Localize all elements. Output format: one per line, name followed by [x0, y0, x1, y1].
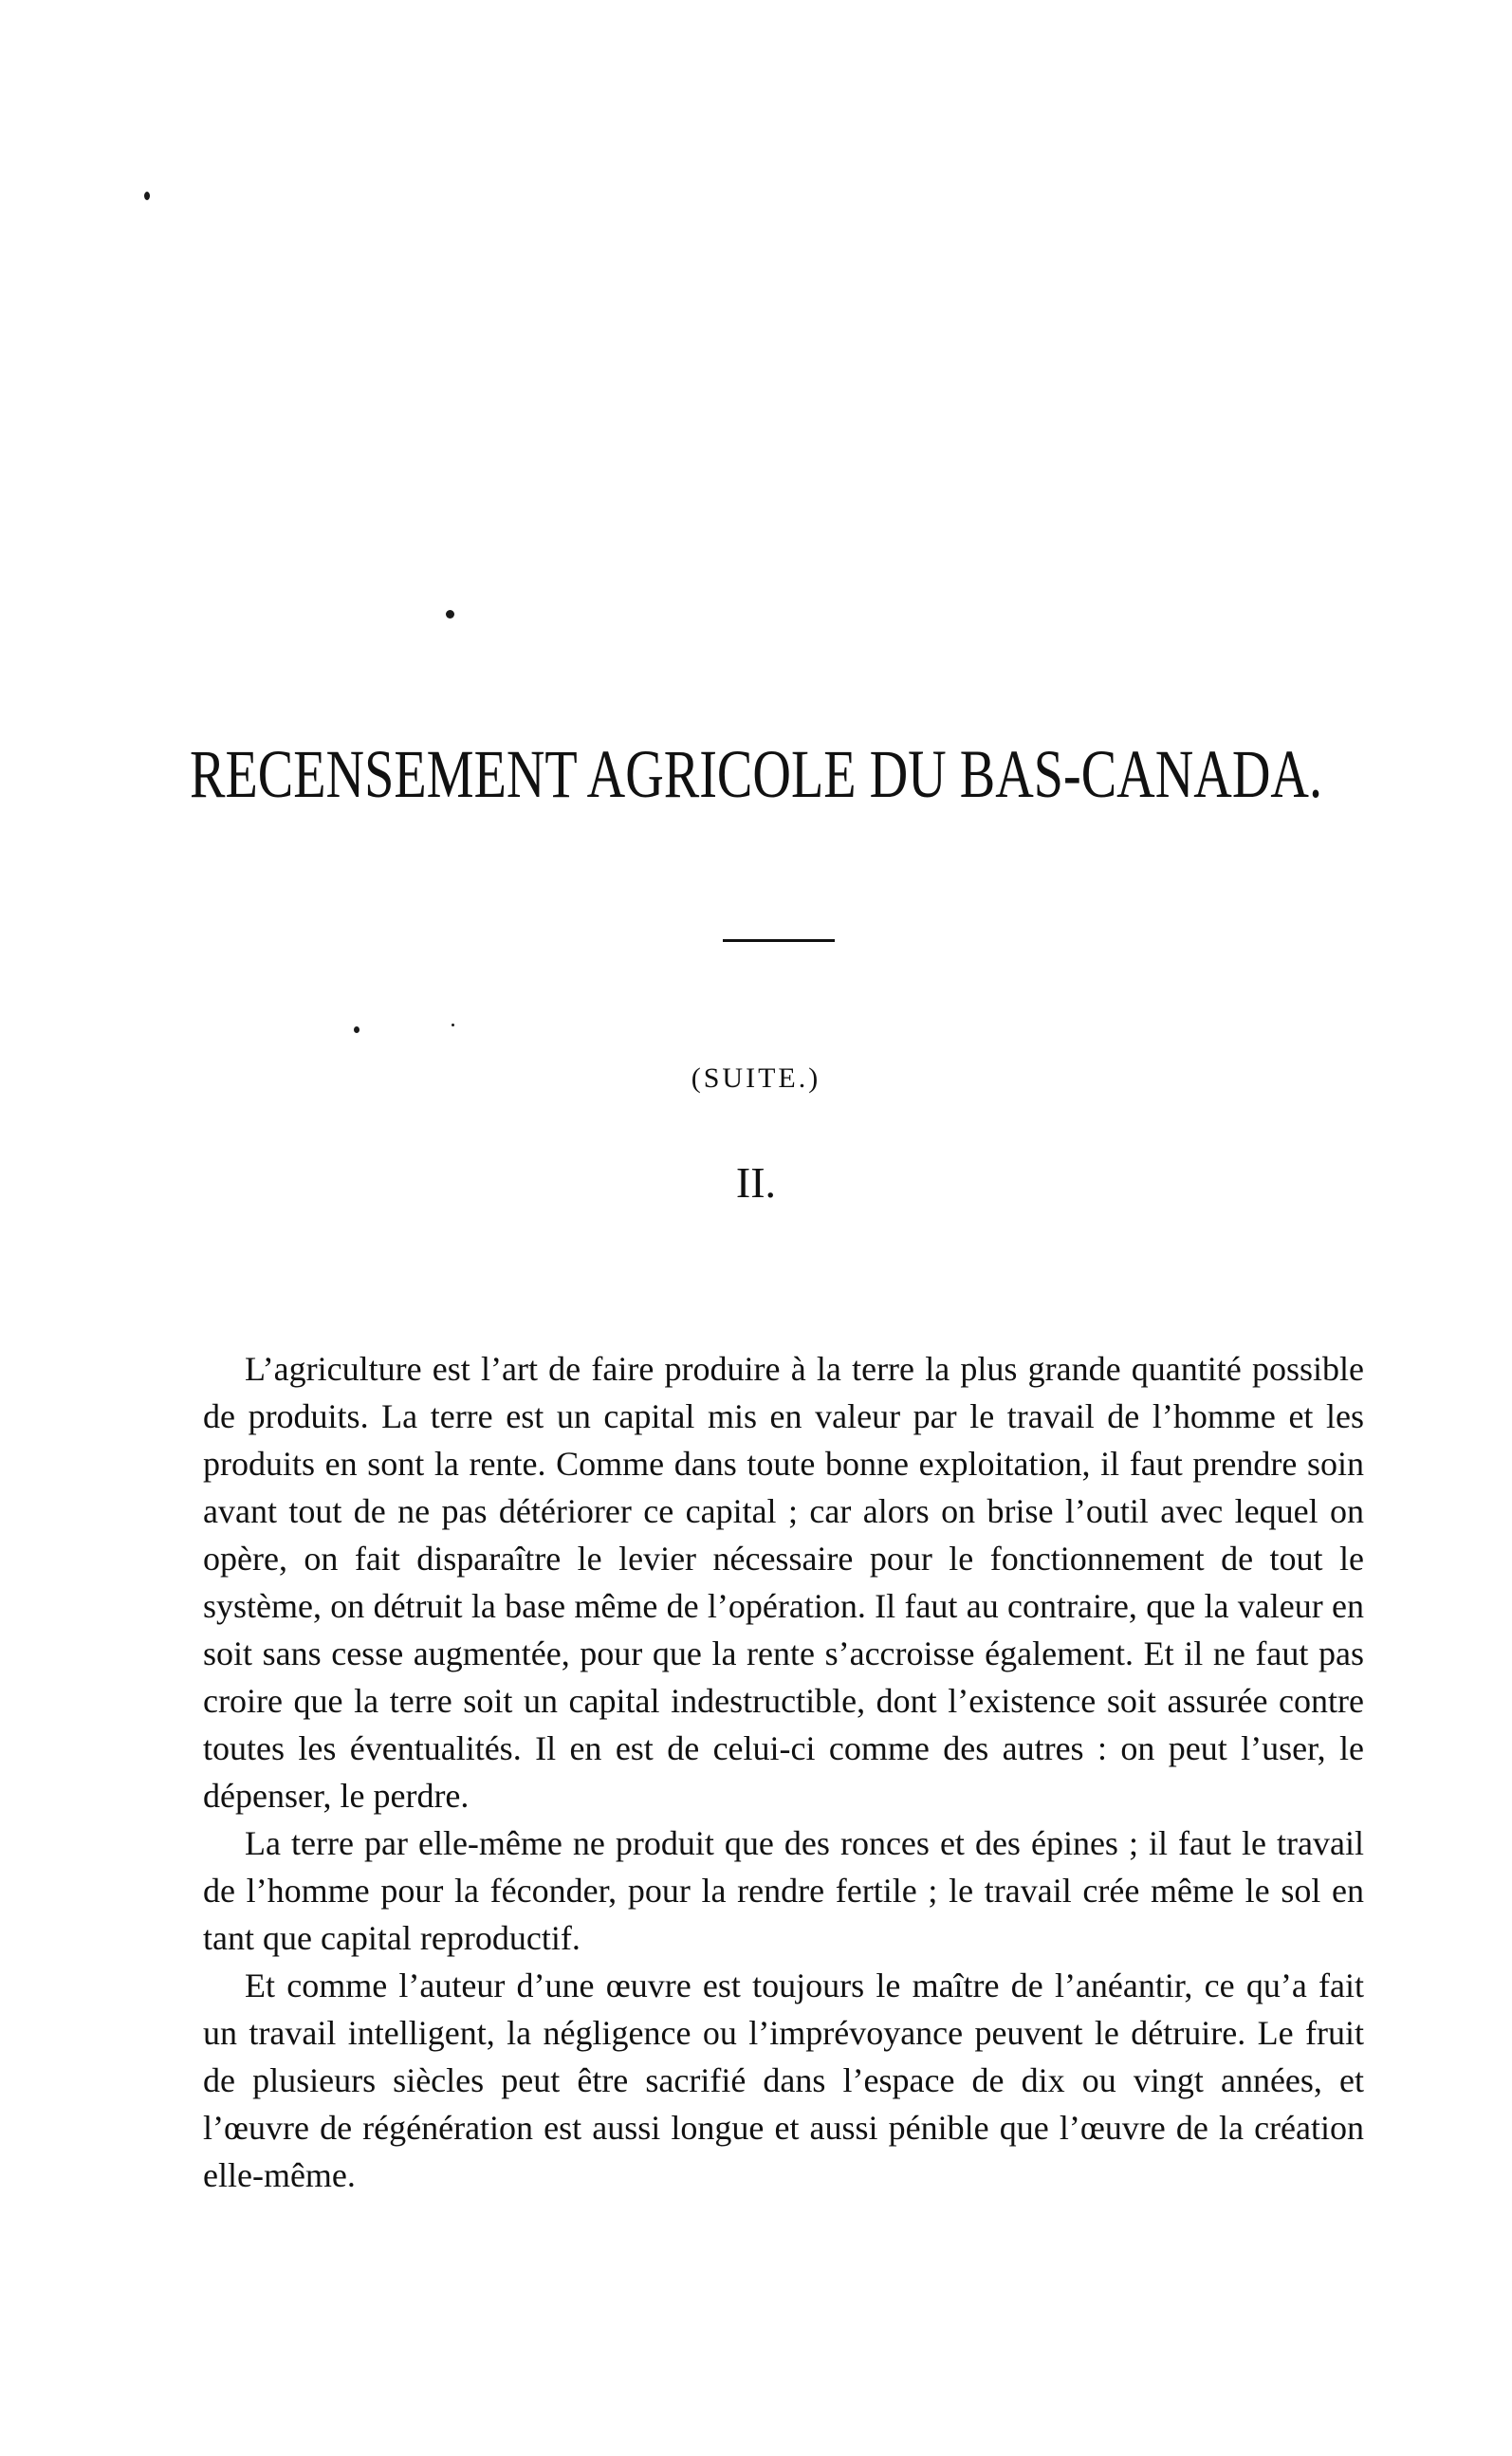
- ink-speck: [144, 192, 150, 200]
- title-divider: [723, 939, 835, 942]
- paragraph: Et comme l’auteur d’une œuvre est toujours le maître de l’anéantir, ce qu’a fait un travail intelligent, la négligence ou l’imprévoyance peuvent le détruire. Le fruit de plusieurs siècles peut être sacrifié dans l’espace de dix ou vingt années, et l’œuvre de régénération est aussi longue et aussi pénible que l’œuvre de la création elle-même.: [203, 1967, 1364, 2194]
- ink-speck: [446, 610, 454, 619]
- paragraph: L’agriculture est l’art de faire produire à la terre la plus grande quantité possible de produits. La terre est un capital mis en valeur par le travail de l’homme et les produits en sont la rente. Comme dans toute bonne exploitation, il faut prendre soin avant tout de ne pas détériorer ce capital ; car alors on brise l’outil avec lequel on opère, on fait disparaître le levier nécessaire pour le fonctionnement de tout le système, on détruit la base même de l’opération. Il faut au contraire, que la valeur en soit sans cesse augmentée, pour que la rente s’accroisse également. Et il ne faut pas croire que la terre soit un capital indestructible, dont l’existence soit assurée contre toutes les éventualités. Il en est de celui-ci comme des autres : on peut l’user, le dépenser, le perdre.: [203, 1350, 1364, 1815]
- ink-speck: [452, 1024, 454, 1026]
- continued-marker: (SUITE.): [691, 1062, 821, 1094]
- paragraph: La terre par elle-même ne produit que des ronces et des épines ; il faut le travail de l’homme pour la féconder, pour la rendre fertile ; le travail crée même le sol en tant que capital reproductif.: [203, 1824, 1364, 1957]
- body-text: [203, 1345, 1364, 2199]
- page-title: RECENSEMENT AGRICOLE DU BAS-CANADA.: [190, 736, 1322, 812]
- section-number: II.: [735, 1158, 777, 1207]
- ink-speck: [354, 1026, 360, 1033]
